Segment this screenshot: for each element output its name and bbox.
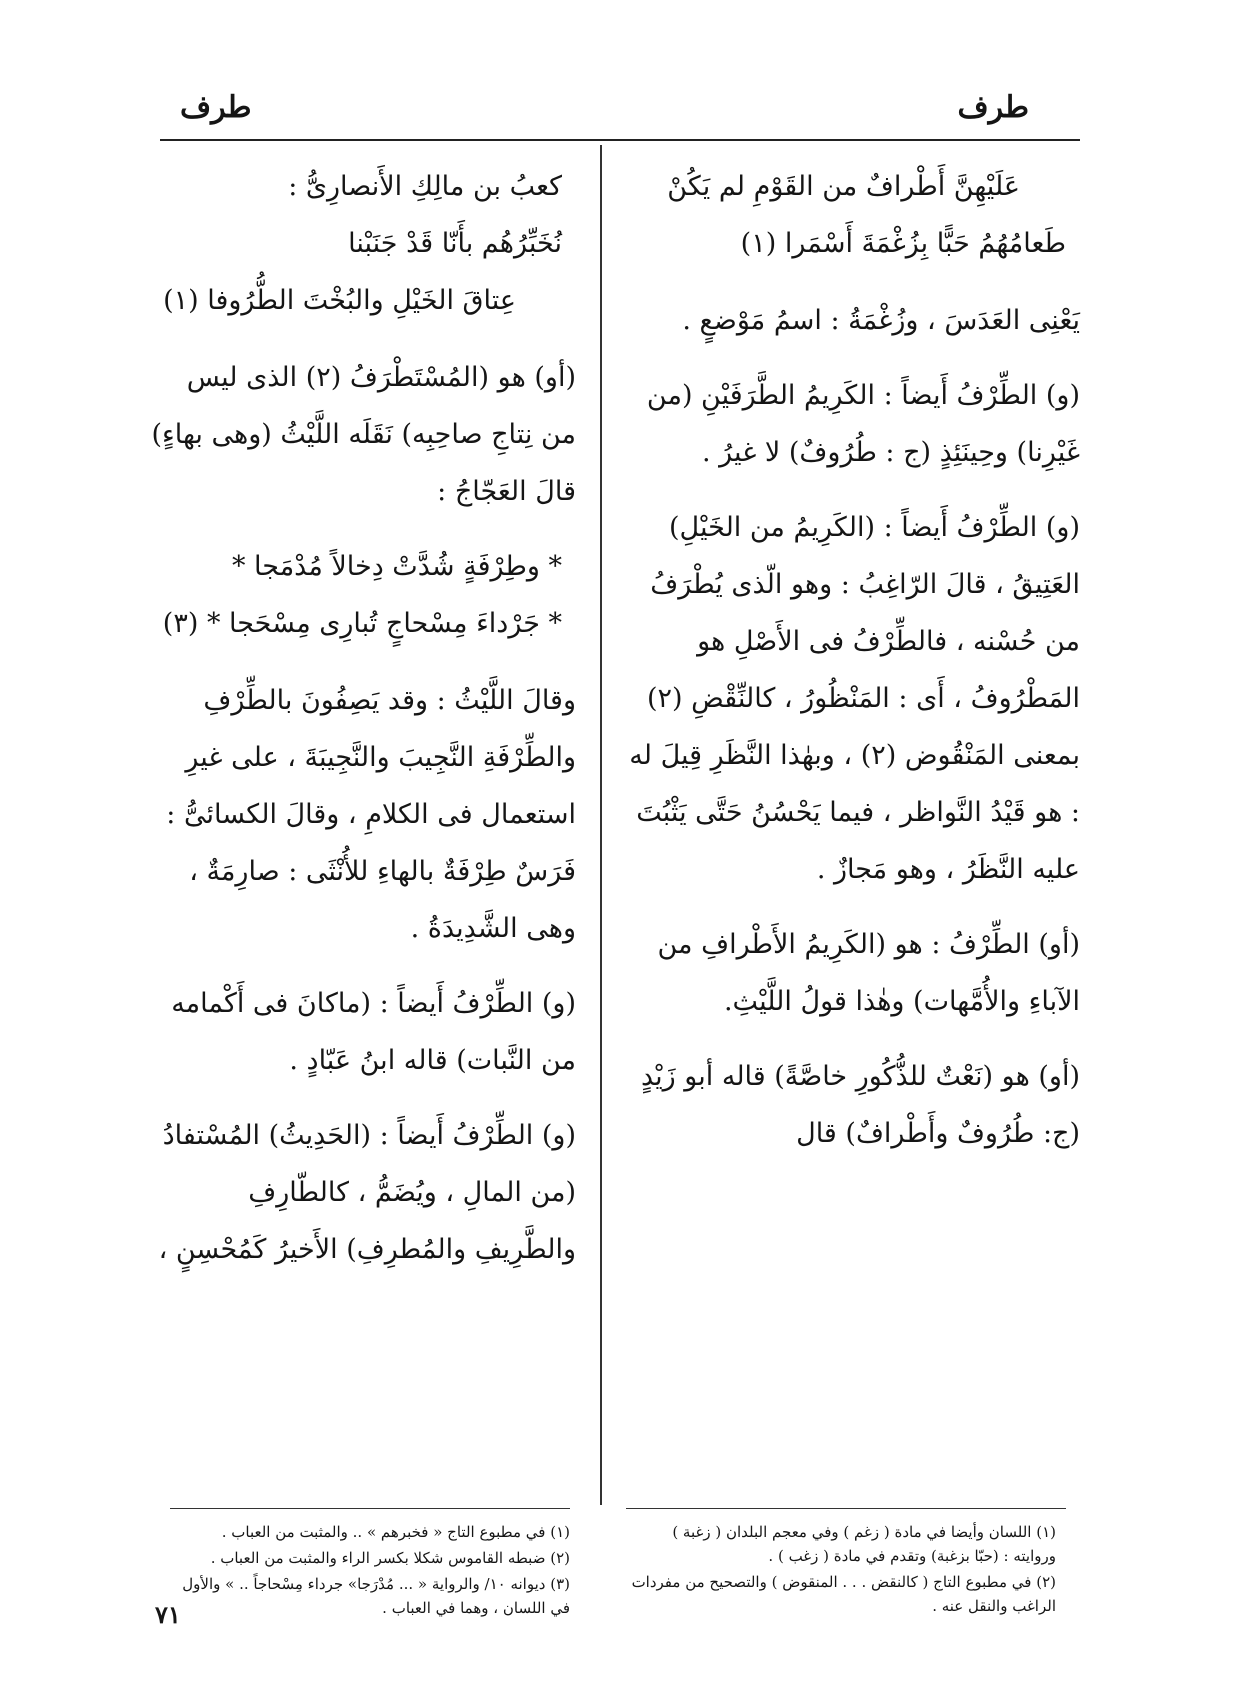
paragraph: (و) الطِّرْفُ أَيضاً : (الكَرِيمُ من الخَيْلِ) العَتِيقُ ، قالَ الرّاغِبُ : وهو الّذى يُطْرَفُ من حُسْنه ، فالطِّرْفُ فى الأَصْلِ هو المَطْرُوفُ ، أَى : المَنْظُورُ ، كالنِّقْضِ (٢) بمعنى المَنْقُوض (٢) ، وبهٰذا النَّظَرِ قِيلَ له : هو قَيْدُ النَّواظر ، فيما يَحْسُنُ حَتَّى يَثْبُتَ عليه النَّظَرُ ، وهو مَجازٌ . <box>629 512 1080 885</box>
paragraph: (و) الطِّرْفُ أَيضاً : (ماكانَ فى أَكْمامه من النَّبات) قاله ابنُ عَبّادٍ . <box>171 988 576 1076</box>
paragraph: (و) الطِّرْفُ أَيضاً : الكَرِيمُ الطَّرَفَيْنِ (من غَيْرِنا) وحِينَئِذٍ (ج : طُرُوفٌ) لا غيرُ . <box>646 380 1080 468</box>
page-number: ٧١ <box>155 1600 181 1629</box>
paragraph: (أو) الطِّرْفُ : هو (الكَرِيمُ الأَطْرافِ من الآباءِ والأُمَّهات) وهٰذا قولُ اللَّيْثِ. <box>657 929 1080 1017</box>
footnote: (٣) ديوانه ١٠/ والرواية « ... مُدْرَجا» جرداء مِسْحاجاً .. » والأول في اللسان ، وهما في العباب . <box>182 1575 570 1617</box>
header-rule <box>160 139 1080 141</box>
left-column <box>144 158 576 1296</box>
footnote: (٢) في مطبوع التاج ( كالنقض . . . المنقوض ) والتصحيح من مفردات الراغب والنقل عنه . <box>631 1573 1056 1615</box>
footnotes-right <box>626 1520 1056 1620</box>
footnote-rule-right <box>626 1508 1066 1509</box>
footnote: (٢) ضبطه القاموس شكلا بكسر الراء والمثبت من العباب . <box>210 1549 570 1567</box>
column-divider <box>600 145 602 1505</box>
footnote: (١) اللسان وأيضا في مادة ( زغم ) وفي معجم البلدان ( زغبة ) وروايته : (حبّا بزغبة) وتقدم في مادة ( زغب ) . <box>672 1523 1056 1565</box>
verse-line: عَلَيْهِنَّ أَطْرافٌ من القَوْمِ لم يَكُنْ <box>667 171 1020 202</box>
paragraph: يَعْنِى العَدَسَ ، وزُغْمَةُ : اسمُ مَوْضعٍ . <box>682 305 1080 336</box>
running-head-right: طرف <box>957 90 1029 125</box>
intro-line: كعبُ بن مالِكِ الأَنصارِىُّ : <box>288 171 562 202</box>
verse-line: طَعامُهُمُ حَبًّا بِزُغْمَةَ أَسْمَرا (١) <box>740 228 1066 259</box>
paragraph: (أو) هو (المُسْتَطْرَفُ (٢) الذى ليس من نِتاجِ صاحِبِه) نَقَلَه اللَّيْثُ (وهى بهاءٍ) قالَ العَجّاجُ : <box>151 362 576 507</box>
verse-line: * وطِرْفَةٍ شُدَّتْ دِخالاً مُدْمَجا * <box>231 551 562 582</box>
verse-line: * جَرْداءَ مِسْحاجٍ تُبارِى مِسْحَجا * (٣) <box>162 608 562 639</box>
verse-line: عِتاقَ الخَيْلِ والبُخْتَ الطُّرُوفا (١) <box>163 285 516 316</box>
footnote-rule-left <box>170 1508 570 1509</box>
paragraph: (أو) هو (نَعْتٌ للذُّكُورِ خاصَّةً) قاله أبو زَيْدٍ (ج: طُرُوفٌ وأَطْرافٌ) قال <box>640 1061 1080 1149</box>
right-column <box>626 158 1080 1180</box>
running-head-left: طرف <box>180 90 252 125</box>
footnotes-left <box>170 1520 570 1622</box>
verse-line: نُخَبِّرُهُم بأَنّا قَدْ جَنَبْنا <box>348 228 562 259</box>
paragraph: (و) الطِّرْفُ أَيضاً : (الحَدِيثُ) المُسْتفادُ (من المالِ ، ويُضَمُّ ، كالطّارِفِ والطَّرِيفِ والمُطرِفِ) الأَخيرُ كَمُحْسِنٍ ، <box>158 1120 576 1265</box>
footnote: (١) في مطبوع التاج « فخبرهم » .. والمثبت من العباب . <box>221 1523 570 1541</box>
paragraph: وقالَ اللَّيْثُ : وقد يَصِفُونَ بالطِّرْفِ والطِّرْفَةِ النَّجِيبَ والنَّجِيبَةَ ، على غيرِ استعمال فى الكلامِ ، وقالَ الكسائىُّ : فَرَسٌ طِرْفَةٌ بالهاءِ للأُنْثَى : صارِمَةٌ ، وهى الشَّدِيدَةُ . <box>166 685 576 944</box>
